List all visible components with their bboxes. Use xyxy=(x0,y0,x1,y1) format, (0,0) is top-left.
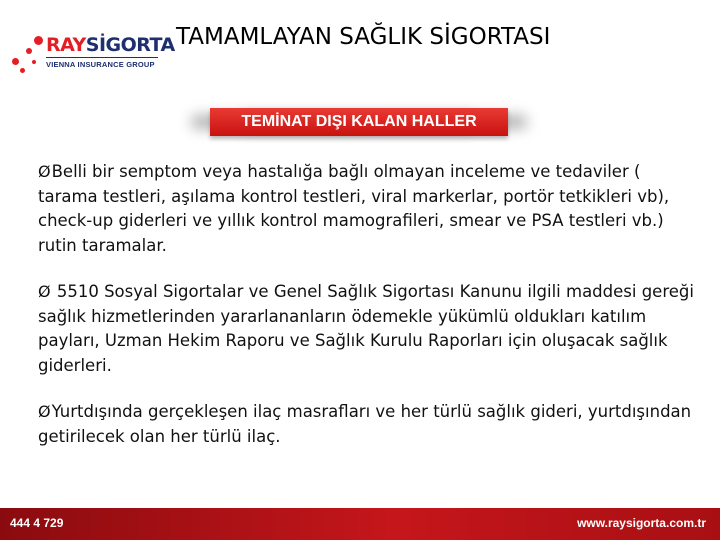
bullet-text: Belli bir semptom veya hastalığa bağlı olmayan inceleme ve tedaviler ( tarama testleri, aşılama kontrol testleri, viral markerlar, portör tetkikleri vb), check-up giderleri ve yıllık kontrol mamografileri, smear ve PSA testleri vb.) rutin taramalar. xyxy=(38,162,670,255)
bullet-item xyxy=(38,280,703,378)
arrow-bullet-icon: Ø xyxy=(38,162,51,181)
footer-phone: 444 4 729 xyxy=(10,516,64,530)
bullet-list xyxy=(38,160,703,471)
bullet-item xyxy=(38,400,703,449)
arrow-bullet-icon: Ø xyxy=(38,402,51,421)
page-title: TAMAMLAYAN SAĞLIK SİGORTASI xyxy=(176,24,551,50)
company-logo xyxy=(10,24,175,80)
logo-wordmark xyxy=(46,34,175,56)
logo-wordmark-part2: SİGORTA xyxy=(85,34,175,56)
logo-wordmark-part1: RAY xyxy=(46,34,86,56)
bullet-item xyxy=(38,160,703,258)
bullet-text: 5510 Sosyal Sigortalar ve Genel Sağlık Sigortası Kanunu ilgili maddesi gereği sağlık hizmetlerinden yararlananların ödemekle yükümlü oldukları katılım payları, Uzman Hekim Raporu ve Sağlık Kurulu Raporları için oluşacak sağlık giderleri. xyxy=(38,282,694,375)
logo-tagline: VIENNA INSURANCE GROUP xyxy=(46,60,155,69)
logo-dots-icon xyxy=(10,32,50,80)
arrow-bullet-icon: Ø xyxy=(38,282,51,301)
logo-divider xyxy=(46,57,158,58)
footer-website: www.raysigorta.com.tr xyxy=(577,516,706,530)
footer-bar xyxy=(0,508,720,540)
bullet-text: Yurtdışında gerçekleşen ilaç masrafları ve her türlü sağlık gideri, yurtdışından getirilecek olan her türlü ilaç. xyxy=(38,402,692,446)
section-badge: TEMİNAT DIŞI KALAN HALLER xyxy=(210,108,508,136)
